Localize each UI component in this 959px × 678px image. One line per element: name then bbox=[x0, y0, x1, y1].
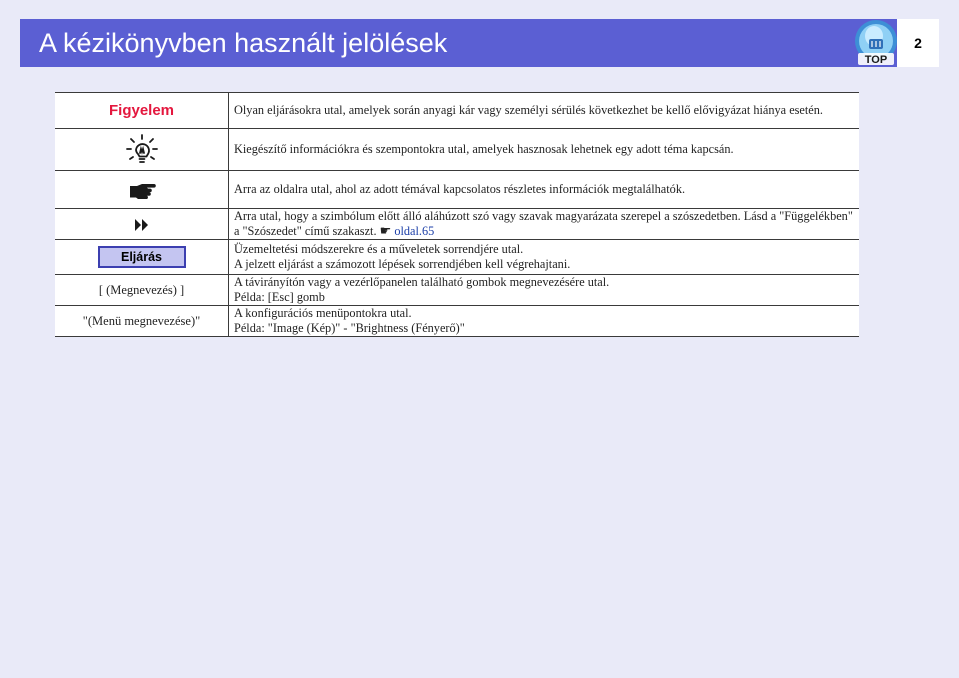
pointing-hand-icon: ☛ bbox=[379, 224, 392, 239]
description-cell bbox=[229, 171, 860, 209]
description-cell bbox=[229, 209, 860, 240]
description-cell bbox=[229, 129, 860, 171]
table-row bbox=[55, 306, 859, 337]
double-arrow-icon bbox=[135, 219, 149, 231]
top-button[interactable] bbox=[852, 19, 900, 67]
symbol-cell bbox=[55, 306, 229, 337]
glossary-page-link[interactable]: oldal.65 bbox=[394, 224, 435, 238]
header-bar bbox=[20, 19, 897, 67]
button-name-notation: [ (Megnevezés) ] bbox=[98, 282, 185, 297]
description-text: A konfigurációs menüpontokra utal. bbox=[234, 306, 412, 320]
procedure-badge: Eljárás bbox=[98, 246, 186, 268]
page-number-box bbox=[897, 19, 939, 67]
description-cell bbox=[229, 93, 860, 129]
description-cell bbox=[229, 275, 860, 306]
description-text: Kiegészítő információkra és szempontokra utal, amelyek hasznosak lehetnek egy adott téma kapcsán. bbox=[234, 142, 734, 156]
symbol-cell bbox=[55, 275, 229, 306]
page-title: A kézikönyvben használt jelölések bbox=[39, 28, 448, 58]
description-text: Példa: "Image (Kép)" - "Brightness (Fényerő)" bbox=[234, 321, 465, 335]
symbol-cell bbox=[55, 240, 229, 275]
description-text: Üzemeltetési módszerekre és a műveletek sorrendjére utal. bbox=[234, 242, 524, 256]
top-label: TOP bbox=[864, 54, 888, 66]
table-row bbox=[55, 275, 859, 306]
table-row bbox=[55, 129, 859, 171]
notation-table bbox=[55, 92, 859, 337]
page-number: 2 bbox=[914, 35, 922, 51]
warning-label: Figyelem bbox=[108, 101, 175, 119]
table-row bbox=[55, 240, 859, 275]
description-cell bbox=[229, 306, 860, 337]
lightbulb-icon bbox=[125, 133, 159, 167]
description-text: Arra utal, hogy a szimbólum előtt álló aláhúzott szó vagy szavak magyarázata szerepel a szószedetben. Lásd a "Függelékben" a "Szószedet" című szakaszt. bbox=[234, 209, 853, 238]
description-text: A távirányítón vagy a vezérlőpanelen található gombok megnevezésére utal. bbox=[234, 275, 610, 289]
menu-name-notation: "(Menü megnevezése)" bbox=[82, 313, 201, 328]
symbol-cell bbox=[55, 93, 229, 129]
top-bulb-icon bbox=[852, 19, 900, 67]
description-text: A jelzett eljárást a számozott lépések sorrendjében kell végrehajtani. bbox=[234, 257, 571, 271]
table-row bbox=[55, 93, 859, 129]
description-text: Olyan eljárásokra utal, amelyek során anyagi kár vagy személyi sérülés következhet be kellő elővigyázat hiánya esetén. bbox=[234, 103, 823, 117]
pointing-hand-icon bbox=[128, 181, 156, 199]
symbol-cell bbox=[55, 129, 229, 171]
description-cell bbox=[229, 240, 860, 275]
description-text: Példa: [Esc] gomb bbox=[234, 290, 325, 304]
table-row bbox=[55, 209, 859, 240]
symbol-cell bbox=[55, 209, 229, 240]
symbol-cell bbox=[55, 171, 229, 209]
table-row bbox=[55, 171, 859, 209]
description-text: Arra az oldalra utal, ahol az adott témával kapcsolatos részletes információk megtalálhatók. bbox=[234, 182, 686, 196]
